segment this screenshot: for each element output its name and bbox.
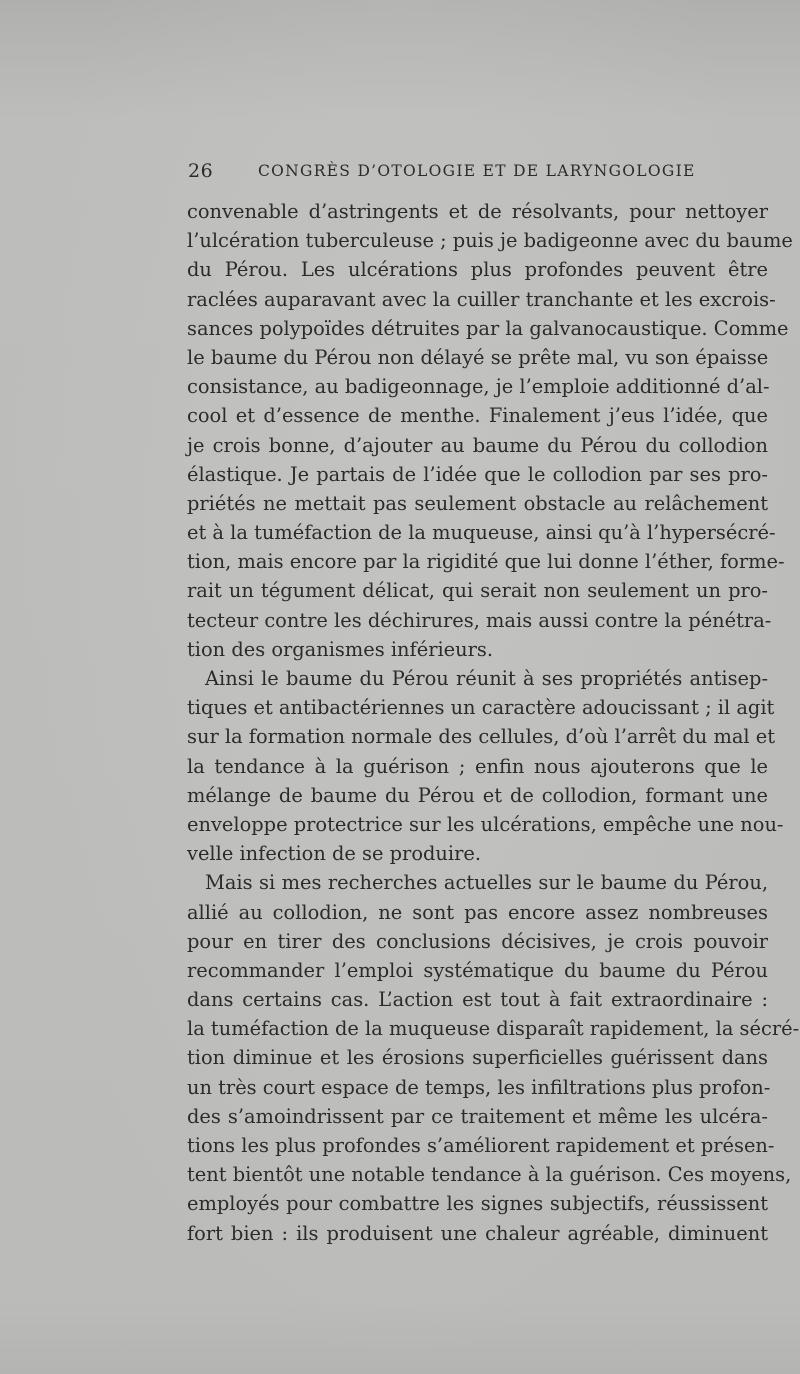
text-line: des s’amoindrissent par ce traitement et même les ulcéra- [187, 1104, 768, 1128]
text-line: Ainsi le baume du Pérou réunit à ses propriétés antisep- [205, 667, 768, 690]
text-line: velle infection de se produire. [187, 842, 482, 866]
text-line: tent bientôt une notable tendance à la guérison. Ces moyens, [187, 1163, 792, 1187]
text-line: tion des organismes inférieurs. [187, 637, 494, 661]
text-line: le baume du Pérou non délayé se prête mal, vu son épaisse [187, 345, 769, 369]
text-line: tions les plus profondes s’améliorent rapidement et présen- [187, 1134, 775, 1157]
text-line: sances polypoïdes détruites par la galvanocaustique. Comme [187, 316, 789, 340]
page-number: 26 [188, 160, 214, 182]
text-line: fort bien : ils produisent une chaleur agréable, diminuent [187, 1221, 768, 1245]
text-line: recommander l’emploi systématique du baume du Pérou [187, 958, 768, 982]
text-line: consistance, au badigeonnage, je l’emploie additionné d’al- [187, 375, 770, 399]
text-line: et à la tuméfaction de la muqueuse, ainsi qu’à l’hypersécré- [187, 521, 776, 545]
text-line: du Pérou. Les ulcérations plus profondes peuvent être [187, 258, 768, 282]
text-line: un très court espace de temps, les infiltrations plus profon- [187, 1075, 771, 1099]
text-line: dans certains cas. L’action est tout à fait extraordinaire : [187, 988, 768, 1012]
text-line: Mais si mes recherches actuelles sur le baume du Pérou, [205, 871, 768, 895]
text-line: l’ulcération tuberculeuse ; puis je badigeonne avec du baume [187, 229, 793, 253]
text-line: tion, mais encore par la rigidité que lui donne l’éther, forme- [187, 550, 785, 574]
text-line: rait un tégument délicat, qui serait non seulement un pro- [187, 579, 768, 603]
text-line: priétés ne mettait pas seulement obstacle au relâchement [187, 491, 768, 515]
body-text [187, 197, 800, 1248]
text-line: mélange de baume du Pérou et de collodion, formant une [187, 783, 768, 807]
text-line: la tuméfaction de la muqueuse disparaît rapidement, la sécré- [187, 1017, 800, 1041]
text-line: cool et d’essence de menthe. Finalement j’eus l’idée, que [187, 404, 768, 428]
text-line: tion diminue et les érosions superficielles guérissent dans [187, 1046, 768, 1070]
text-line: tecteur contre les déchirures, mais aussi contre la pénétra- [187, 608, 772, 632]
text-line: tiques et antibactériennes un caractère adoucissant ; il agit [187, 696, 775, 720]
paragraph [187, 197, 793, 664]
text-line: convenable d’astringents et de résolvants, pour nettoyer [187, 200, 768, 223]
text-line: enveloppe protectrice sur les ulcérations, empêche une nou- [187, 812, 784, 836]
text-line: élastique. Je partais de l’idée que le collodion par ses pro- [187, 462, 768, 486]
running-title: CONGRÈS D’OTOLOGIE ET DE LARYNGOLOGIE [258, 162, 696, 180]
text-line: employés pour combattre les signes subjectifs, réussissent [187, 1192, 768, 1216]
text-line: je crois bonne, d’ajouter au baume du Pérou du collodion [187, 433, 768, 457]
text-line: la tendance à la guérison ; enfin nous ajouterons que le [187, 754, 768, 778]
text-line: raclées auparavant avec la cuiller tranchante et les excrois- [187, 287, 776, 311]
text-line: allié au collodion, ne sont pas encore assez nombreuses [187, 900, 768, 924]
paragraph [187, 868, 800, 1247]
text-line: pour en tirer des conclusions décisives, je crois pouvoir [187, 929, 768, 953]
page-header [188, 160, 696, 188]
text-line: sur la formation normale des cellules, d’où l’arrêt du mal et [187, 725, 776, 749]
paragraph [187, 664, 784, 868]
